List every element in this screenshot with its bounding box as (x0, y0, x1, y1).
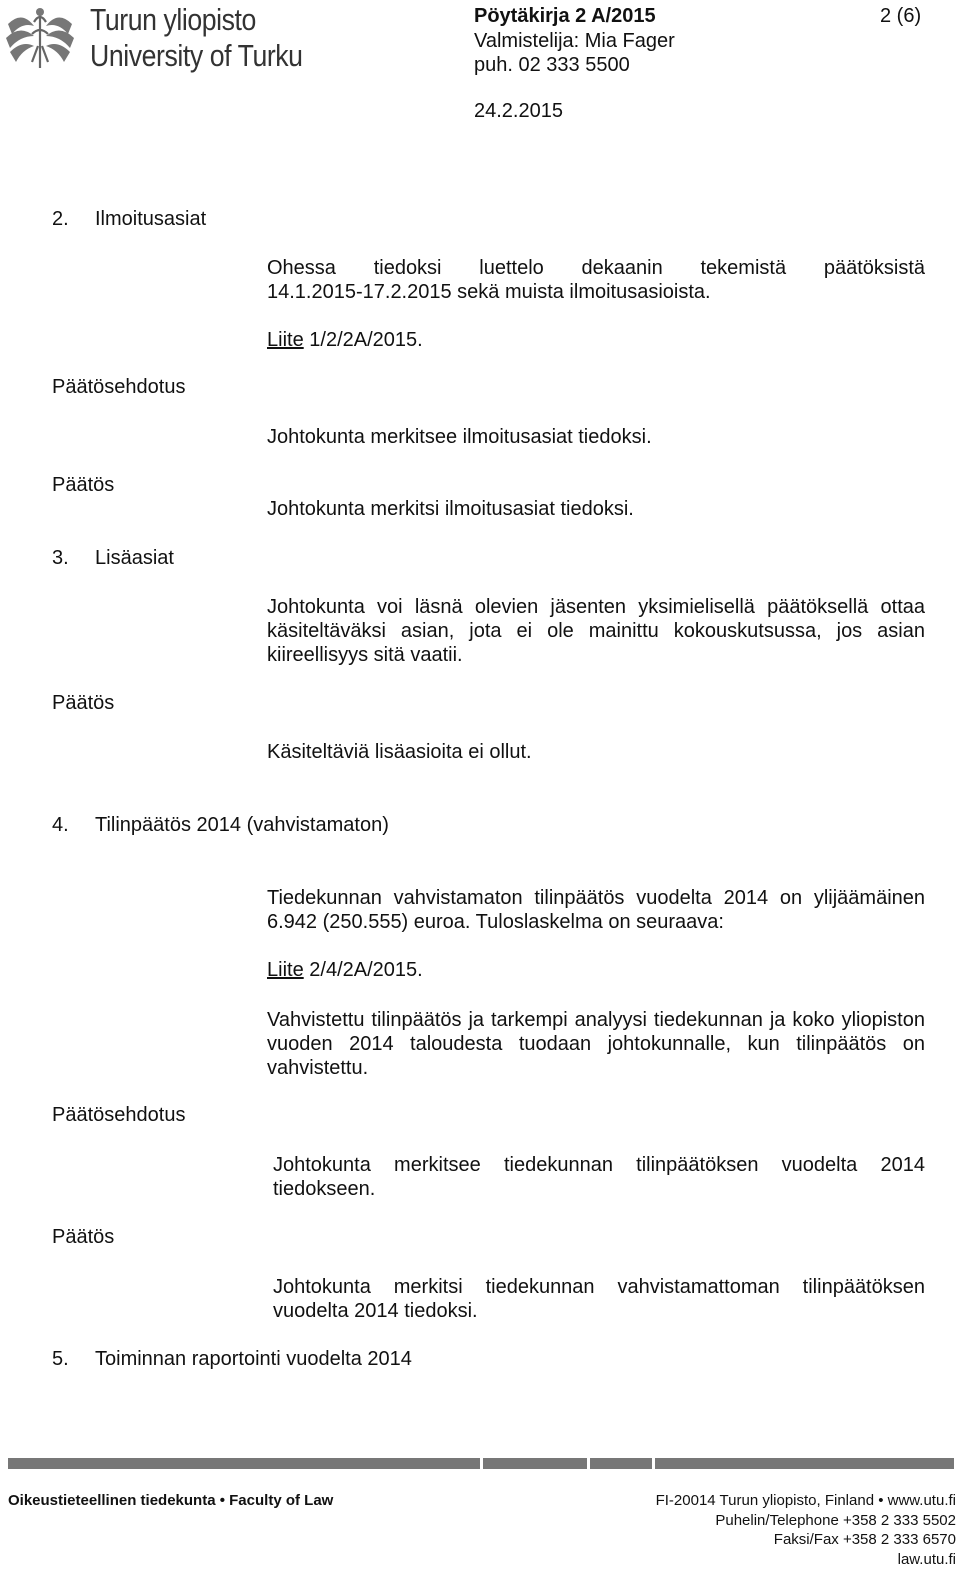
section-5-number: 5. (52, 1348, 69, 1370)
section-2-proposal-text: Johtokunta merkitsee ilmoitusasiat tiedoksi. (267, 426, 652, 448)
attachment-link[interactable]: Liite (267, 959, 304, 981)
footer-rule-right (655, 1458, 954, 1469)
section-3-decision-label: Päätös (52, 692, 115, 714)
university-seal-logo (4, 4, 76, 70)
section-3-number: 3. (52, 547, 69, 569)
attachment-ref: 2/4/2A/2015. (303, 959, 423, 981)
attachment-ref: 1/2/2A/2015. (303, 329, 423, 351)
section-4-proposal-label: Päätösehdotus (52, 1104, 186, 1126)
footer-address: FI-20014 Turun yliopisto, Finland • www.utu.fi (655, 1492, 956, 1509)
preparer: Valmistelija: Mia Fager (474, 30, 675, 52)
section-5-title: Toiminnan raportointi vuodelta 2014 (95, 1348, 412, 1370)
section-3-text: Johtokunta voi läsnä olevien jäsenten yksimielisellä päätöksellä ottaa käsiteltäväksi asian, jota ei ole mainittu kokouskutsussa, jos asian kiireellisyys sitä vaatii. (267, 596, 925, 666)
section-4-decision-text: Johtokunta merkitsi tiedekunnan vahvistamattoman tilinpäätöksen vuodelta 2014 tiedoksi. (273, 1276, 925, 1322)
document-date: 24.2.2015 (474, 100, 563, 122)
section-2-intro: Ohessa tiedoksi luettelo dekaanin tekemistä päätöksistä 14.1.2015‑17.2.2015 sekä muista ilmoitusasioista. (267, 257, 925, 303)
section-4-title: Tilinpäätös 2014 (vahvistamaton) (95, 814, 389, 836)
section-2-number: 2. (52, 208, 69, 230)
section-4-attachment (267, 959, 423, 982)
section-2-proposal-label: Päätösehdotus (52, 376, 186, 398)
section-2-decision-label: Päätös (52, 474, 115, 496)
phone-number: puh. 02 333 5500 (474, 54, 630, 76)
section-4-number: 4. (52, 814, 69, 836)
section-4-decision-label: Päätös (52, 1226, 115, 1248)
footer-rule-middle (483, 1458, 587, 1469)
attachment-link[interactable]: Liite (267, 329, 304, 351)
section-3-title: Lisäasiat (95, 547, 174, 569)
section-2-title: Ilmoitusasiat (95, 208, 207, 230)
footer-website-link[interactable]: law.utu.fi (897, 1550, 956, 1568)
section-4-text-2: Vahvistettu tilinpäätös ja tarkempi analyysi tiedekunnan ja koko yliopiston vuoden 2014 taloudesta tuodaan johtokunnalle, kun tilinpäätös on vahvistettu. (267, 1009, 925, 1079)
footer-contact (656, 1491, 956, 1569)
footer-fax: Faksi/Fax +358 2 333 6570 (773, 1531, 956, 1548)
section-2-attachment (267, 329, 423, 352)
footer-telephone: Puhelin/Telephone +358 2 333 5502 (715, 1511, 956, 1529)
logo-name-finnish: Turun yliopisto (90, 2, 256, 37)
section-4-proposal-text: Johtokunta merkitsee tiedekunnan tilinpäätöksen vuodelta 2014 tiedokseen. (273, 1154, 925, 1200)
document-title: Pöytäkirja 2 A/2015 (474, 5, 656, 27)
page-number: 2 (6) (880, 5, 922, 27)
footer-rule-left (8, 1458, 480, 1469)
section-3-decision-text: Käsiteltäviä lisäasioita ei ollut. (267, 741, 532, 763)
footer-rule-small (590, 1458, 652, 1469)
section-4-text-1: Tiedekunnan vahvistamaton tilinpäätös vuodelta 2014 on ylijäämäinen 6.942 (250.555) euroa. Tuloslaskelma on seuraava: (267, 887, 925, 933)
section-2-decision-text: Johtokunta merkitsi ilmoitusasiat tiedoksi. (267, 498, 634, 520)
logo-name-english: University of Turku (90, 38, 303, 73)
footer-faculty: Oikeustieteellinen tiedekunta • Faculty of Law (8, 1492, 334, 1509)
